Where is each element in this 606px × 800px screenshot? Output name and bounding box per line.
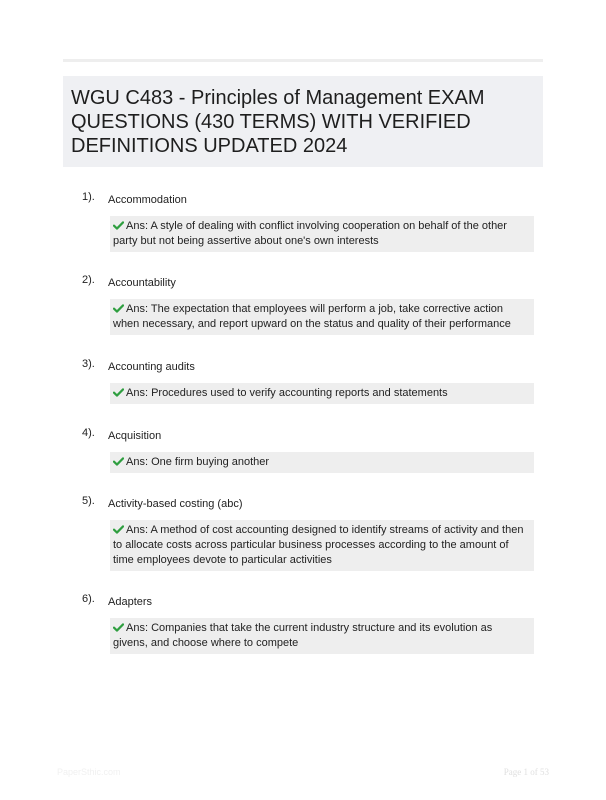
- item-term: Accountability: [108, 277, 176, 289]
- answer-box: [110, 383, 534, 404]
- footer-watermark: PaperSthic.com: [57, 767, 121, 777]
- page-number: Page 1 of 53: [503, 767, 549, 777]
- check-icon: [113, 623, 124, 632]
- answer-text: Ans: A method of cost accounting designed to identify streams of activity and then to allocate costs across particular business processes according to the amount of time employees devote to particular activities: [113, 524, 524, 566]
- answer-text: Ans: One firm buying another: [126, 456, 270, 468]
- answer-text: Ans: The expectation that employees will perform a job, take corrective action when necessary, and report upward on the status and quality of their performance: [113, 303, 511, 330]
- check-icon: [113, 221, 124, 230]
- item-number: 2).: [82, 274, 95, 286]
- check-icon: [113, 525, 124, 534]
- item-number: 4).: [82, 427, 95, 439]
- document-title: WGU C483 - Principles of Management EXAM QUESTIONS (430 TERMS) WITH VERIFIED DEFINITIONS UPDATED 2024: [71, 87, 485, 157]
- item-term: Accommodation: [108, 194, 187, 206]
- answer-box: [110, 452, 534, 473]
- check-icon: [113, 457, 124, 466]
- item-number: 1).: [82, 191, 95, 203]
- item-term: Adapters: [108, 596, 153, 608]
- answer-box: [110, 618, 534, 654]
- item-term: Activity-based costing (abc): [108, 498, 243, 510]
- check-icon: [113, 388, 124, 397]
- item-term: Acquisition: [108, 430, 162, 442]
- answer-box: [110, 299, 534, 335]
- item-number: 3).: [82, 358, 95, 370]
- answer-box: [110, 520, 534, 571]
- answer-text: Ans: Procedures used to verify accounting reports and statements: [126, 387, 448, 399]
- item-term: Accounting audits: [108, 361, 195, 373]
- check-icon: [113, 304, 124, 313]
- answer-text: Ans: Companies that take the current industry structure and its evolution as givens, and choose where to compete: [113, 622, 493, 649]
- answer-text: Ans: A style of dealing with conflict involving cooperation on behalf of the other party but not being assertive about one's own interests: [113, 220, 507, 247]
- item-number: 5).: [82, 495, 95, 507]
- item-number: 6).: [82, 593, 95, 605]
- answer-box: [110, 216, 534, 252]
